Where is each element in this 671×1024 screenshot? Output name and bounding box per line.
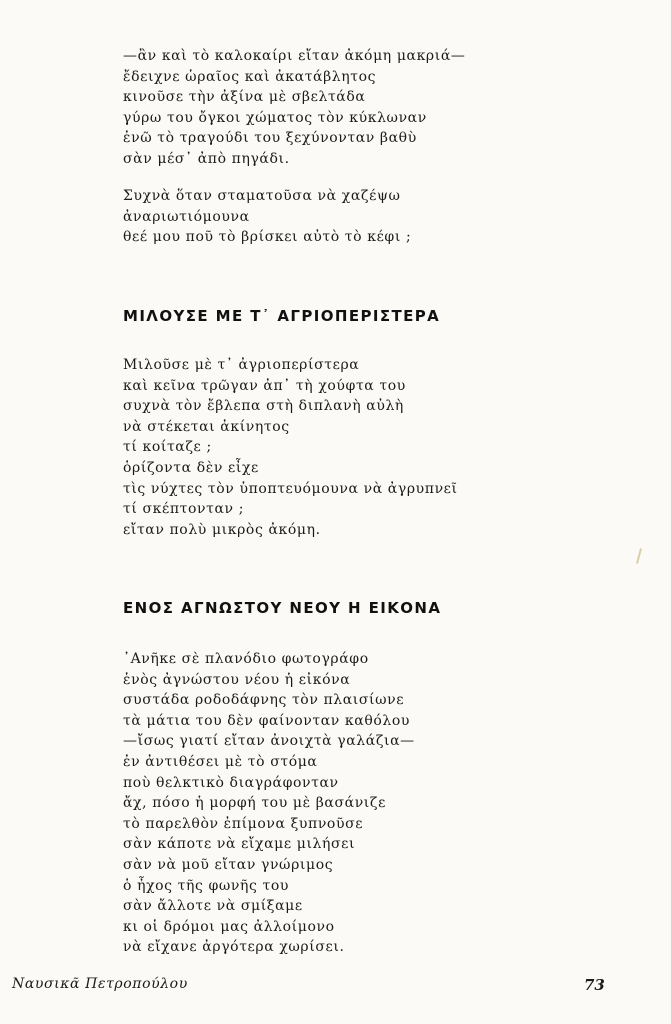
poem-line: —ἂν καὶ τὸ καλοκαίρι εἴταν ἀκόμη μακριά— <box>123 48 466 64</box>
poem-stanza <box>123 649 415 958</box>
poem-line: εἴταν πολὺ μικρὸς ἀκόμη. <box>123 521 321 538</box>
poem-line: ὁρίζοντα δὲν εἶχε <box>123 459 259 476</box>
poem-line: τὶς νύχτες τὸν ὑποπτευόμουνα νὰ ἀγρυπνεῖ <box>123 480 458 497</box>
poem-line: νὰ εἴχανε ἀργότερα χωρίσει. <box>123 939 345 956</box>
poem-line: Μιλοῦσε μὲ τ᾽ ἀγριοπερίστερα <box>123 357 360 373</box>
poem-line: τὰ μάτια του δὲν φαίνονταν καθόλου <box>123 712 411 729</box>
poem-line: νὰ στέκεται ἀκίνητος <box>123 418 290 435</box>
poem-line: ἑνὸς ἀγνώστου νέου ἡ εἰκόνα <box>123 671 351 688</box>
poem-stanza <box>123 186 411 248</box>
poem-line: θεέ μου ποῦ τὸ βρίσκει αὐτὸ τὸ κέφι ; <box>123 229 412 246</box>
poem-line: συστάδα ροδοδάφνης τὸν πλαισίωνε <box>123 692 405 709</box>
poem-line: ὁ ἦχος τῆς φωνῆς του <box>123 877 289 894</box>
page-number: 73 <box>584 976 605 994</box>
poem-line: τί σκέπτονταν ; <box>123 501 245 518</box>
poem-line: καὶ κεῖνα τρῶγαν ἀπ᾽ τὴ χούφτα του <box>123 377 406 394</box>
poem-line: σὰν μέσ᾽ ἀπὸ πηγάδι. <box>123 150 290 167</box>
poem-line: Συχνὰ ὅταν σταματοῦσα νὰ χαζέψω <box>123 188 401 204</box>
poem-line: ἔδειχνε ὡραῖος καὶ ἀκατάβλητος <box>123 68 377 85</box>
footer-author: Ναυσικᾶ Πετροπούλου <box>12 976 188 992</box>
poem-line: τὸ παρελθὸν ἐπίμονα ξυπνοῦσε <box>123 815 364 832</box>
poem-line: ἄχ, πόσο ἡ μορφή του μὲ βασάνιζε <box>123 795 386 812</box>
poem-stanza <box>123 355 458 540</box>
poem-line: σὰν κάποτε νὰ εἴχαμε μιλήσει <box>123 836 356 853</box>
poem-line: σὰν νὰ μοῦ εἴταν γνώριμος <box>123 856 334 873</box>
poem-stanza <box>123 46 466 170</box>
poem-line: ᾽Ανῆκε σὲ πλανόδιο φωτογράφο <box>123 651 369 667</box>
poem-line: σὰν ἄλλοτε νὰ σμίξαμε <box>123 898 303 915</box>
poem-line: συχνὰ τὸν ἔβλεπα στὴ διπλανὴ αὐλὴ <box>123 398 404 415</box>
poem-line: ποὺ θελκτικὸ διαγράφονταν <box>123 774 339 791</box>
poem-line: γύρω του ὄγκοι χώματος τὸν κύκλωναν <box>123 109 427 126</box>
poem-line: —ἴσως γιατί εἴταν ἀνοιχτὰ γαλάζια— <box>123 733 415 750</box>
poem-line: τί κοίταζε ; <box>123 439 212 456</box>
poem-line: κι οἱ δρόμοι μας ἀλλοίμονο <box>123 918 335 935</box>
poem-line: ἐν ἀντιθέσει μὲ τὸ στόμα <box>123 753 318 770</box>
paper-speck <box>636 548 642 564</box>
poem-title: ΕΝΟΣ ΑΓΝΩΣΤΟΥ ΝΕΟΥ Η ΕΙΚΟΝΑ <box>123 599 442 617</box>
poem-line: ἐνῶ τὸ τραγούδι του ξεχύνονταν βαθὺ <box>123 130 417 147</box>
poem-line: ἀναριωτιόμουνα <box>123 208 250 225</box>
poem-title: ΜΙΛΟΥΣΕ ΜΕ Τ᾽ ΑΓΡΙΟΠΕΡΙΣΤΕΡΑ <box>123 307 441 325</box>
poem-line: κινοῦσε τὴν ἀξίνα μὲ σβελτάδα <box>123 89 366 106</box>
